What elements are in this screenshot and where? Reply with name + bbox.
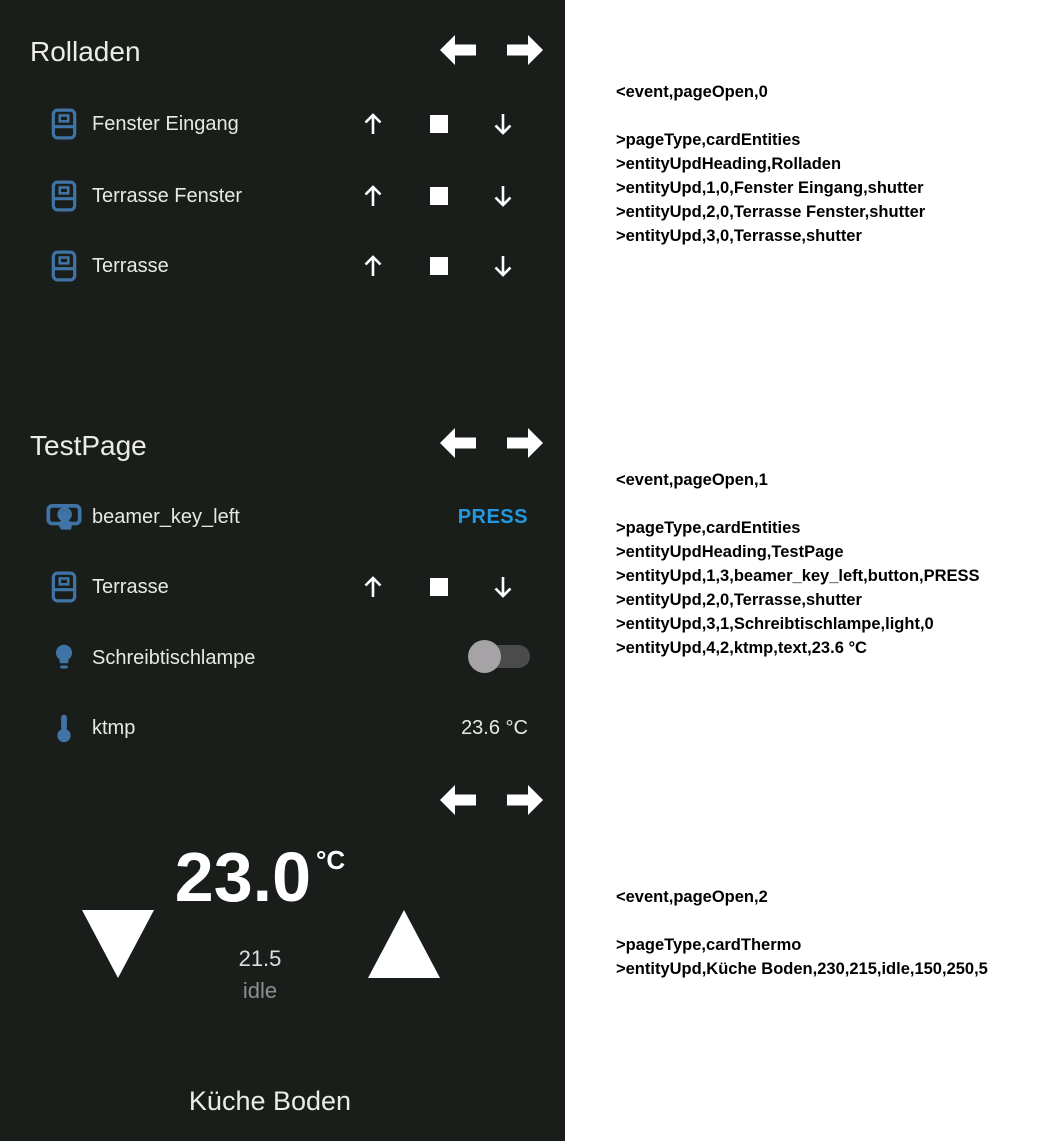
window-shutter-icon (44, 238, 84, 294)
window-shutter-icon (44, 559, 84, 615)
entity-name: Terrasse Fenster (92, 184, 243, 207)
shutter-down-button[interactable] (491, 96, 515, 152)
entity-name: ktmp (92, 716, 136, 739)
gesture-tap-button-icon (44, 489, 84, 545)
entity-name: Schreibtischlampe (92, 646, 256, 669)
shutter-stop-button[interactable] (430, 168, 448, 224)
shutter-up-button[interactable] (361, 168, 385, 224)
temperature-unit: °C (316, 845, 346, 875)
thermometer-icon (44, 700, 84, 756)
protocol-event-line: <event,pageOpen,2 (616, 888, 768, 906)
protocol-line: >entityUpd,3,0,Terrasse,shutter (616, 227, 862, 245)
protocol-line: >entityUpd,3,1,Schreibtischlampe,light,0 (616, 615, 934, 633)
window-shutter-icon (44, 168, 84, 224)
protocol-block-page0 (616, 80, 925, 248)
target-temperature: 21.5 (238, 946, 282, 971)
protocol-line: >entityUpd,4,2,ktmp,text,23.6 °C (616, 639, 867, 657)
current-temperature (140, 838, 380, 916)
entity-row (0, 238, 565, 294)
protocol-line: >pageType,cardEntities (616, 131, 801, 149)
card-title-rolladen: Rolladen (30, 36, 141, 67)
current-temperature-value: 23.0 (174, 838, 312, 916)
protocol-block-page1 (616, 468, 980, 660)
protocol-line: >entityUpd,Küche Boden,230,215,idle,150,250,5 (616, 960, 988, 978)
thermostat-status: idle (242, 978, 278, 1003)
protocol-line: >entityUpdHeading,Rolladen (616, 155, 842, 173)
shutter-up-button[interactable] (361, 96, 385, 152)
entity-name: beamer_key_left (92, 505, 240, 528)
entity-name: Terrasse (92, 575, 169, 598)
page-next-arrow-icon[interactable] (507, 428, 543, 458)
toggle-knob (468, 640, 501, 673)
lightbulb-icon (44, 630, 84, 686)
protocol-line: >entityUpd,1,3,beamer_key_left,button,PRESS (616, 567, 980, 585)
protocol-line: >entityUpd,2,0,Terrasse,shutter (616, 591, 862, 609)
thermostat-name: Küche Boden (188, 1086, 352, 1116)
light-toggle-switch[interactable] (480, 645, 530, 668)
protocol-line: >entityUpd,2,0,Terrasse Fenster,shutter (616, 203, 926, 221)
press-button[interactable]: PRESS (457, 505, 528, 528)
entity-row (0, 700, 565, 756)
entity-row (0, 489, 565, 545)
shutter-down-button[interactable] (491, 559, 515, 615)
page-next-arrow-icon[interactable] (507, 785, 543, 815)
protocol-event-line: <event,pageOpen,1 (616, 471, 768, 489)
shutter-stop-button[interactable] (430, 238, 448, 294)
text-entity-value: 23.6 °C (461, 716, 528, 739)
shutter-down-button[interactable] (491, 238, 515, 294)
protocol-block-page2 (616, 885, 988, 981)
shutter-stop-button[interactable] (430, 96, 448, 152)
shutter-up-button[interactable] (361, 559, 385, 615)
protocol-event-line: <event,pageOpen,0 (616, 83, 768, 101)
entity-row (0, 630, 565, 686)
entity-row (0, 168, 565, 224)
page-prev-arrow-icon[interactable] (440, 35, 476, 65)
entity-name: Fenster Eingang (92, 112, 239, 135)
protocol-line: >entityUpd,1,0,Fenster Eingang,shutter (616, 179, 924, 197)
entity-row (0, 96, 565, 152)
page-prev-arrow-icon[interactable] (440, 785, 476, 815)
shutter-down-button[interactable] (491, 168, 515, 224)
protocol-line: >entityUpdHeading,TestPage (616, 543, 844, 561)
window-shutter-icon (44, 96, 84, 152)
page-prev-arrow-icon[interactable] (440, 428, 476, 458)
shutter-stop-button[interactable] (430, 559, 448, 615)
protocol-line: >pageType,cardThermo (616, 936, 802, 954)
shutter-up-button[interactable] (361, 238, 385, 294)
entity-row (0, 559, 565, 615)
entity-name: Terrasse (92, 254, 169, 277)
page-next-arrow-icon[interactable] (507, 35, 543, 65)
protocol-line: >pageType,cardEntities (616, 519, 801, 537)
card-title-testpage: TestPage (30, 430, 147, 461)
